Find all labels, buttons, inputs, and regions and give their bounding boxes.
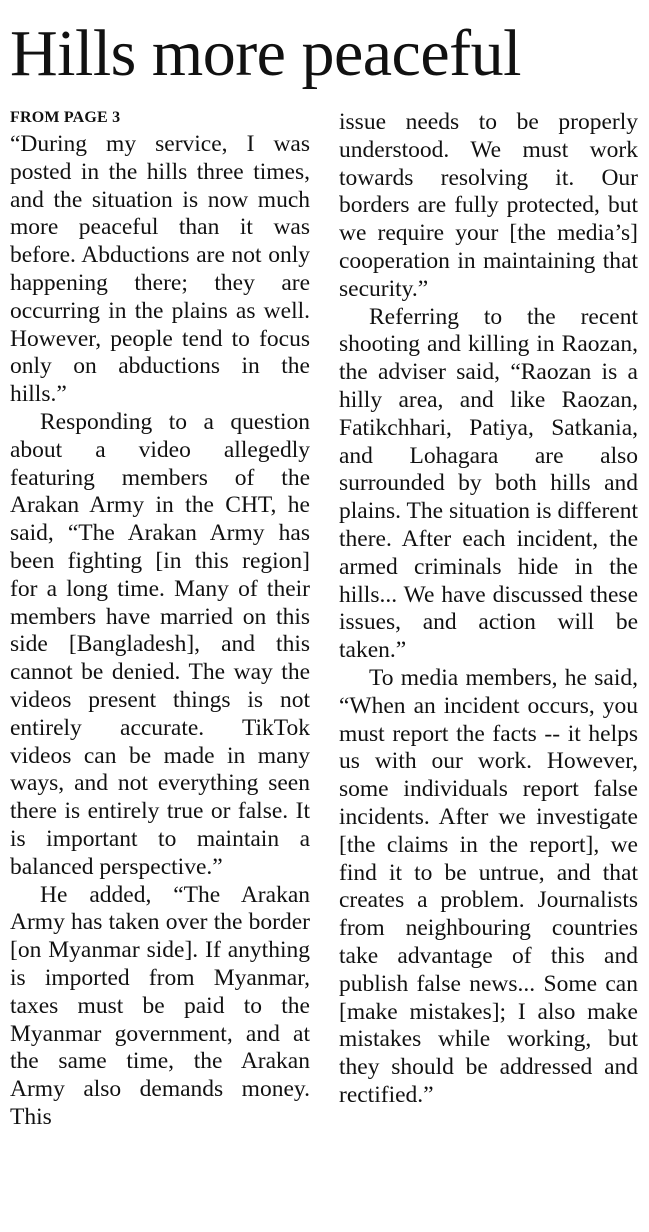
paragraph: To media members, he said, “When an incident occurs, you must report the facts -- it helps us with our work. However, some individuals report false incidents. After we investigate [the claims in the report], we find it to be untrue, and that creates a problem. Journalists from neighbouring countries take advantage of this and publish false news... Some can [make mistakes]; I also make mistakes while working, but they should be addressed and rectified.” bbox=[339, 664, 638, 1108]
continuation-kicker: FROM PAGE 3 bbox=[10, 109, 121, 126]
paragraph: Responding to a question about a video allegedly featuring members of the Arakan Army in the CHT, he said, “The Arakan Army has been fighting [in this region] for a long time. Many of their members have married on this side [Bangladesh], and this cannot be denied. The way the videos present things is not entirely accurate. TikTok videos can be made in many ways, and not everything seen there is entirely true or false. It is important to maintain a balanced perspective.” bbox=[10, 408, 310, 880]
paragraph: He added, “The Arakan Army has taken over the border [on Myanmar side]. If anything is imported from Myanmar, taxes must be paid to the Myanmar government, and at the same time, the Arakan Army also demands money. This bbox=[10, 881, 310, 1130]
paragraph: “During my service, I was posted in the hills three times, and the situation is now much more peaceful than it was before. Abductions are not only happening there; they are occurring in the plains as well. However, people tend to focus only on abductions in the hills.” bbox=[10, 131, 310, 408]
paragraph: issue needs to be properly understood. We must work towards resolving it. Our borders are fully protected, but we require your [the media’s] cooperation in maintaining that security.” bbox=[339, 109, 638, 302]
article-column-left bbox=[10, 131, 310, 1132]
article-column-right bbox=[339, 109, 638, 1110]
paragraph: Referring to the recent shooting and killing in Raozan, the adviser said, “Raozan is a hilly area, and like Raozan, Fatikchhari, Patiya, Satkania, and Lohagara are also surrounded by both hills and plains. The situation is different there. After each incident, the armed criminals hide in the hills... We have discussed these issues, and action will be taken.” bbox=[339, 303, 638, 664]
headline: Hills more peaceful bbox=[10, 17, 521, 90]
